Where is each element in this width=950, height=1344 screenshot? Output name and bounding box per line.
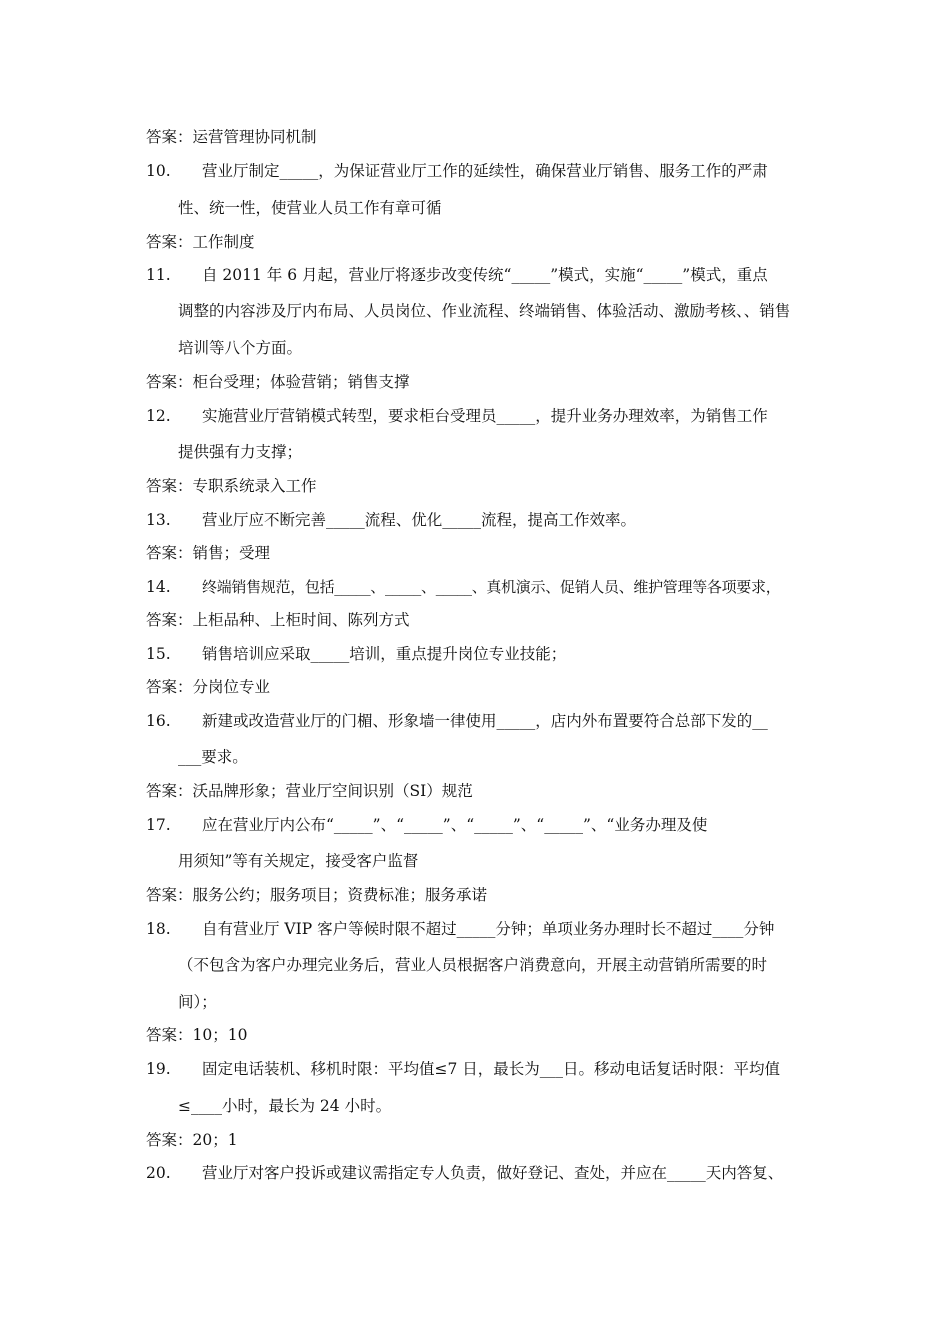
question-19-line-2: ≤____小时，最长为 24 小时。: [178, 1097, 392, 1115]
question-18-number: 18.: [146, 920, 171, 938]
question-11-line-1: 自 2011 年 6 月起，营业厅将逐步改变传统“_____”模式，实施“_____”模式，重点: [202, 266, 768, 284]
question-14-number: 14.: [146, 578, 171, 596]
answer-17: 答案：服务公约；服务项目；资费标准；服务承诺: [146, 886, 488, 904]
answer-15: 答案：分岗位专业: [146, 678, 271, 696]
question-17-number: 17.: [146, 816, 171, 834]
question-20-line-1: 营业厅对客户投诉或建议需指定专人负责，做好登记、查处，并应在_____天内答复、: [202, 1164, 784, 1182]
question-17-line-1: 应在营业厅内公布“_____”、“_____”、“_____”、“_____”、“业务办理及使: [202, 816, 708, 834]
answer-10: 答案：工作制度: [146, 233, 255, 251]
question-10-line-1: 营业厅制定_____，为保证营业厅工作的延续性，确保营业厅销售、服务工作的严肃: [202, 162, 768, 180]
question-16-number: 16.: [146, 712, 171, 730]
question-11-line-3: 培训等八个方面。: [178, 339, 303, 357]
question-15-number: 15.: [146, 645, 171, 663]
question-11-number: 11.: [146, 266, 171, 284]
question-15-line-1: 销售培训应采取_____培训，重点提升岗位专业技能；: [202, 645, 567, 663]
question-12-line-1: 实施营业厅营销模式转型，要求柜台受理员_____，提升业务办理效率，为销售工作: [202, 407, 768, 425]
question-18-line-3: 间）；: [178, 993, 217, 1011]
question-12-number: 12.: [146, 407, 171, 425]
answer-12: 答案：专职系统录入工作: [146, 477, 317, 495]
question-18-line-1: 自有营业厅 VIP 客户等候时限不超过_____分钟；单项业务办理时长不超过____分钟: [202, 920, 775, 938]
question-10-number: 10.: [146, 162, 171, 180]
question-16-line-1: 新建或改造营业厅的门楣、形象墙一律使用_____，店内外布置要符合总部下发的__: [202, 712, 768, 730]
question-16-line-2: ___要求。: [178, 748, 248, 766]
question-14-line-1: 终端销售规范，包括_____、_____、_____、真机演示、促销人员、维护管理等各项要求，: [202, 578, 781, 596]
question-19-line-1: 固定电话装机、移机时限：平均值≤7 日，最长为___日。移动电话复话时限：平均值: [202, 1060, 781, 1078]
question-17-line-2: 用须知”等有关规定，接受客户监督: [178, 852, 419, 870]
answer-18: 答案：10；10: [146, 1026, 248, 1044]
question-20-number: 20.: [146, 1164, 171, 1182]
question-12-line-2: 提供强有力支撑；: [178, 443, 303, 461]
answer-19: 答案：20；1: [146, 1131, 238, 1149]
answer-14: 答案：上柜品种、上柜时间、陈列方式: [146, 611, 410, 629]
answer-9: 答案：运营管理协同机制: [146, 128, 317, 146]
answer-13: 答案：销售；受理: [146, 544, 271, 562]
question-13-number: 13.: [146, 511, 171, 529]
question-11-line-2: 调整的内容涉及厅内布局、人员岗位、作业流程、终端销售、体验活动、激励考核、、销售: [178, 302, 791, 320]
question-10-line-2: 性、统一性，使营业人员工作有章可循: [178, 199, 442, 217]
question-19-number: 19.: [146, 1060, 171, 1078]
answer-16: 答案：沃品牌形象；营业厅空间识别（SI）规范: [146, 782, 473, 800]
answer-11: 答案：柜台受理；体验营销；销售支撑: [146, 373, 410, 391]
question-18-line-2: （不包含为客户办理完业务后，营业人员根据客户消费意向，开展主动营销所需要的时: [178, 956, 768, 974]
question-13-line-1: 营业厅应不断完善_____流程、优化_____流程，提高工作效率。: [202, 511, 637, 529]
